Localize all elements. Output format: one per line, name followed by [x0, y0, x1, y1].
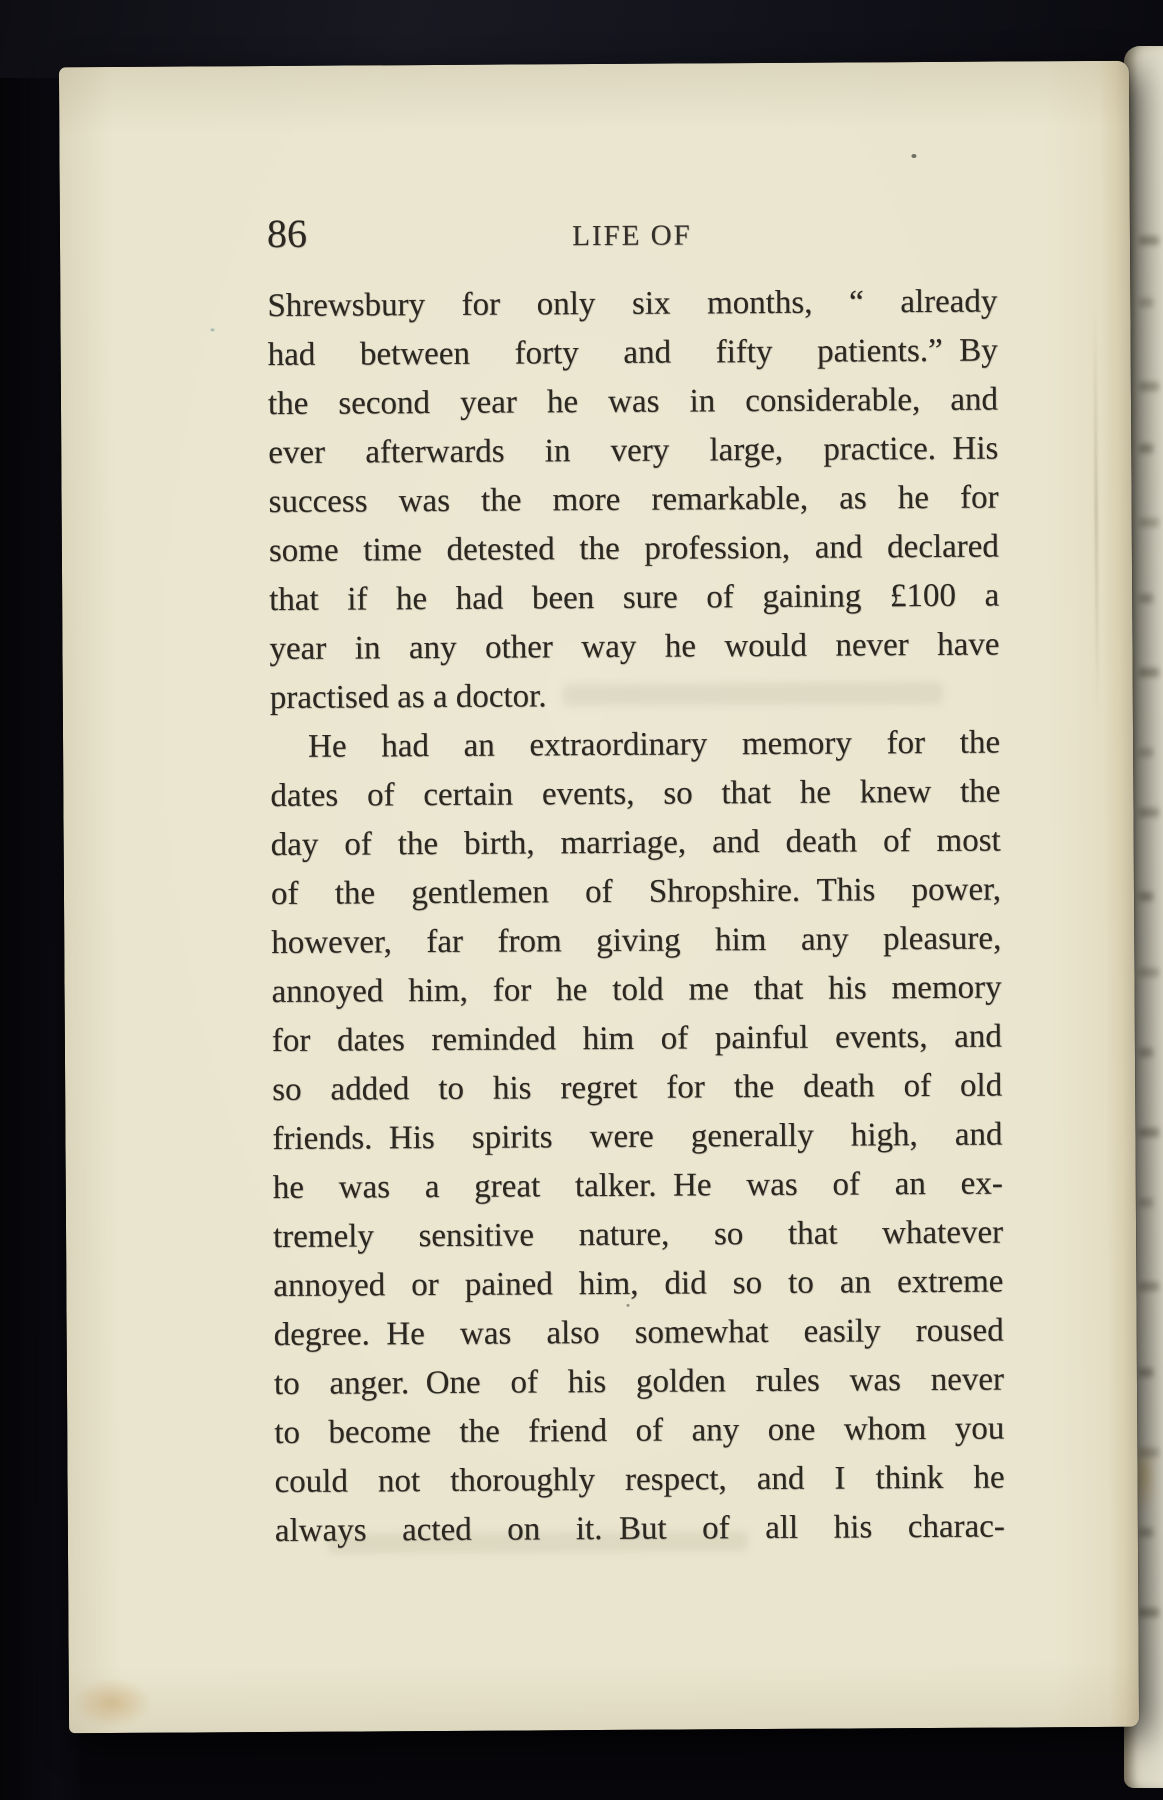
fore-edge-text-blur — [1139, 1128, 1159, 1137]
fore-edge-text-blur — [1139, 1048, 1153, 1057]
text-line: the second year he was in considerable, and — [267, 381, 999, 423]
fore-edge-text-blur — [1139, 748, 1153, 757]
paper-speck — [911, 154, 916, 158]
fore-edge-text-blur — [1139, 594, 1153, 603]
text-line: dates of certain events, so that he knew the — [270, 773, 1001, 815]
fore-edge-text-blur — [1139, 1282, 1159, 1291]
fore-edge-text-blur — [1139, 1198, 1153, 1207]
paper-speck — [211, 328, 215, 331]
fore-edge-text-blur — [1139, 382, 1159, 391]
text-line: that if he had been sure of gaining £100 a — [269, 577, 1000, 619]
text-line: to anger. One of his golden rules was never — [273, 1361, 1005, 1402]
fore-edge-text-blur — [1139, 808, 1159, 817]
text-line: annoyed or pained him, did so to an extreme — [273, 1263, 1004, 1304]
fore-edge-text-blur — [1139, 236, 1159, 245]
book-page — [59, 61, 1139, 1734]
text-line: always acted on it. But of all his charac- — [274, 1508, 1005, 1549]
page-crease — [1093, 301, 1099, 721]
text-line: to become the friend of any one whom you — [274, 1410, 1005, 1451]
text-line: year in any other way he would never have — [269, 626, 1000, 668]
text-line: day of the birth, marriage, and death of most — [270, 822, 1001, 864]
fore-edge-text-blur — [1139, 1448, 1159, 1457]
text-line: he was a great talker. He was of an ex- — [272, 1165, 1003, 1206]
text-line: success was the more remarkable, as he for — [268, 479, 999, 521]
paper-stain — [73, 1679, 151, 1727]
text-line: of the gentlemen of Shropshire. This power, — [270, 871, 1002, 913]
text-line: practised as a doctor. — [269, 678, 547, 717]
text-line: however, far from giving him any pleasure, — [271, 920, 1002, 962]
text-line: could not thoroughly respect, and I think he — [274, 1459, 1005, 1500]
fore-edge-text-blur — [1139, 1528, 1153, 1537]
running-title: LIFE OF — [572, 219, 692, 253]
text-line: friends. His spirits were generally high, and — [272, 1116, 1003, 1157]
text-line: for dates reminded him of painful events, and — [271, 1018, 1002, 1060]
fore-edge-text-blur — [1139, 518, 1159, 527]
page-header — [267, 202, 997, 266]
paragraph — [267, 278, 1000, 723]
text-line: degree. He was also somewhat easily roused — [273, 1312, 1004, 1353]
text-line: had between forty and fifty patients.” By — [267, 332, 998, 374]
text-line: He had an extraordinary memory for the — [307, 724, 1001, 765]
text-line: so added to his regret for the death of old — [272, 1067, 1003, 1108]
fore-edge-text-blur — [1139, 1608, 1159, 1617]
text-line: annoyed him, for he told me that his memory — [271, 969, 1002, 1011]
page-text — [267, 278, 1005, 1556]
fore-edge-text-blur — [1139, 1368, 1153, 1377]
text-line: ever afterwards in very large, practice. His — [268, 430, 999, 472]
fore-edge-text-blur — [1139, 968, 1159, 977]
text-line: Shrewsbury for only six months, “ already — [267, 283, 998, 325]
fore-edge-text-blur — [1139, 668, 1159, 677]
paragraph — [270, 719, 1005, 1556]
fore-edge-text-blur — [1139, 444, 1153, 453]
text-line: tremely sensitive nature, so that whatever — [272, 1214, 1004, 1255]
text-line: some time detested the profession, and declared — [268, 528, 999, 570]
fore-edge-text-blur — [1139, 892, 1153, 901]
fore-edge-text-blur — [1139, 298, 1153, 307]
page-number: 86 — [266, 210, 308, 257]
